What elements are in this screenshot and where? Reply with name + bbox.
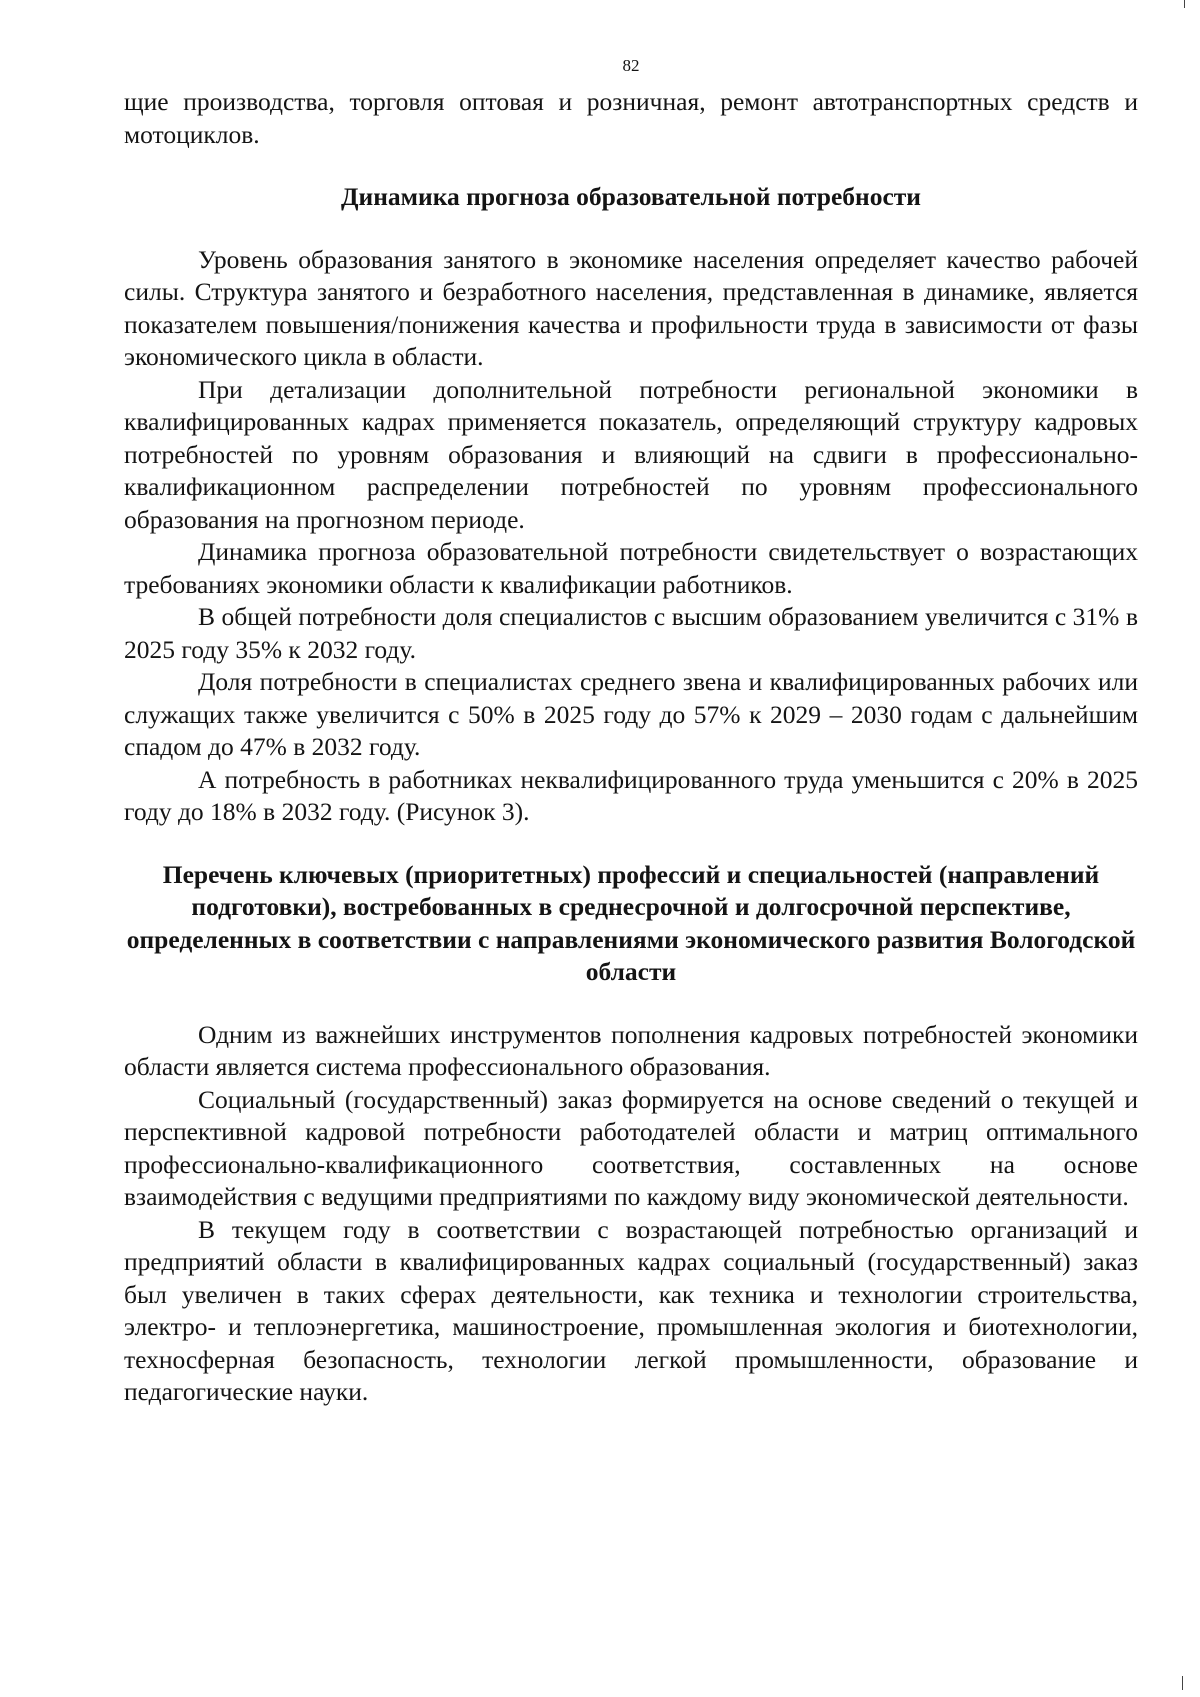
paragraph: В общей потребности доля специалистов с высшим образованием увеличится с 31% в 2025 году 35% к 2032 году.	[124, 602, 1138, 664]
paragraph: Одним из важнейших инструментов пополнения кадровых потребностей экономики области является система профессионального образования.	[124, 1019, 1138, 1081]
section-heading-key-professions: Перечень ключевых (приоритетных) профессий и специальностей (направлений подготовки), востребованных в среднесрочной и долгосрочной перспективе, определенных в соответствии с направлениями экономического развития Вологодской области	[126, 859, 1136, 986]
scan-edge-mark-bottom	[1182, 1676, 1183, 1690]
document-page	[124, 56, 1138, 1409]
paragraph: Социальный (государственный) заказ формируется на основе сведений о текущей и перспективной кадровой потребности работодателей области и матриц оптимального профессионально-квалификационного соответствия, составленных на основе взаимодействия с ведущими предприятиями по каждому виду экономической деятельности.	[124, 1084, 1138, 1211]
paragraph: А потребность в работниках неквалифицированного труда уменьшится с 20% в 2025 году до 18% в 2032 году. (Рисунок 3).	[124, 764, 1138, 826]
paragraph: При детализации дополнительной потребности региональной экономики в квалифицированных кадрах применяется показатель, определяющий структуру кадровых потребностей по уровням образования и влияющий на сдвиги в профессионально-квалификационном распределении потребностей по уровням профессионального образования на прогнозном периоде.	[124, 374, 1138, 534]
paragraph: Уровень образования занятого в экономике населения определяет качество рабочей силы. Структура занятого и безработного населения, представленная в динамике, является показателем повышения/понижения качества и профильности труда в зависимости от фазы экономического цикла в области.	[124, 244, 1138, 371]
section-heading-education-forecast: Динамика прогноза образовательной потребности	[340, 182, 921, 211]
paragraph: Доля потребности в специалистах среднего звена и квалифицированных рабочих или служащих также увеличится с 50% в 2025 году до 57% к 2029 – 2030 годам с дальнейшим спадом до 47% в 2032 году.	[124, 667, 1138, 761]
scan-edge-mark-top	[1184, 0, 1185, 8]
paragraph: В текущем году в соответствии с возрастающей потребностью организаций и предприятий области в квалифицированных кадрах социальный (государственный) заказ был увеличен в таких сферах деятельности, как техника и технологии строительства, электро- и теплоэнергетика, машиностроение, промышленная экология и биотехнологии, техносферная безопасность, технологии легкой промышленности, образование и педагогические науки.	[124, 1214, 1138, 1406]
paragraph: Динамика прогноза образовательной потребности свидетельствует о возрастающих требованиях экономики области к квалификации работников.	[124, 537, 1138, 599]
page-number: 82	[622, 56, 640, 75]
continuation-paragraph: щие производства, торговля оптовая и розничная, ремонт автотранспортных средств и мотоциклов.	[124, 87, 1138, 149]
